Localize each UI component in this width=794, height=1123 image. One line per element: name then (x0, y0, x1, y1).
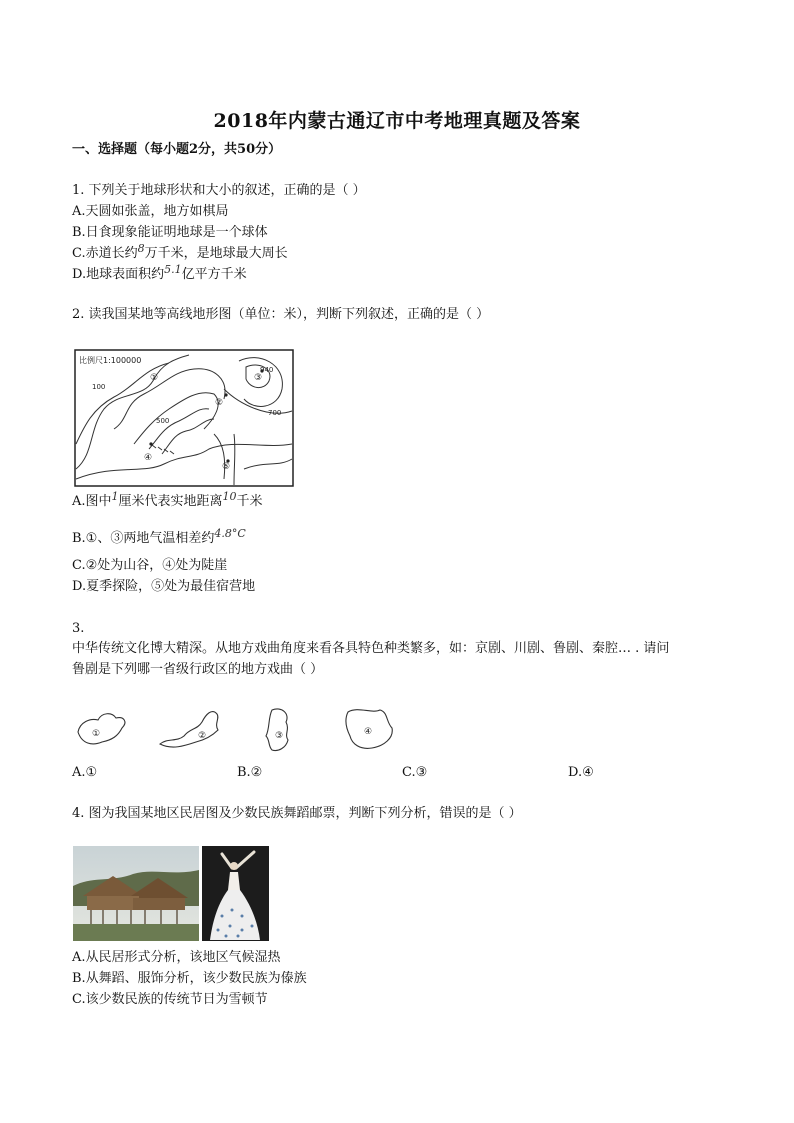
q2-b-number: 4.8°C (214, 527, 246, 540)
map-marker-5: ⑤ (222, 462, 231, 472)
dancer-stamp-photo (202, 846, 269, 941)
q2-option-a[interactable] (72, 490, 263, 511)
contour-label-500: 500 (156, 417, 170, 425)
q2-a-number1: 1 (111, 490, 119, 503)
q2-b-text-pre: B.①、③两地气温相差约 (72, 531, 215, 546)
page-title: 2018年内蒙古通辽市中考地理真题及答案 (213, 110, 581, 132)
dancer-body (228, 872, 240, 890)
map-point (149, 442, 152, 445)
map-marker-2: ② (215, 398, 224, 408)
contour-label-100: 100 (92, 383, 106, 391)
q1-c-number: 8 (137, 242, 145, 255)
q1-c-text-post: 万千米，是地球最大周长 (144, 246, 288, 261)
province-marker-3: ③ (275, 731, 284, 741)
q4-option-b[interactable]: B.从舞蹈、服饰分析，该少数民族为傣族 (72, 971, 307, 986)
q2-stem: 2. 读我国某地等高线地形图（单位：米），判断下列叙述，正确的是（ ） (72, 307, 490, 322)
q1-option-d[interactable] (72, 263, 247, 284)
q1-option-b[interactable]: B.日食现象能证明地球是一个球体 (72, 225, 268, 240)
province-outlines (72, 700, 432, 760)
q1-d-number: 5.1 (164, 263, 182, 276)
q3-option-a[interactable]: A.① (72, 765, 98, 780)
q2-option-c[interactable]: C.②处为山谷，④处为陡崖 (72, 558, 228, 573)
q1-d-text-pre: D.地球表面积约 (72, 267, 165, 282)
q1-stem: 1. 下列关于地球形状和大小的叙述，正确的是（ ） (72, 183, 366, 198)
contour-label-700: 700 (268, 409, 282, 417)
q4-option-a[interactable]: A.从民居形式分析，该地区气候湿热 (72, 950, 281, 965)
q4-stem: 4. 图为我国某地区民居图及少数民族舞蹈邮票，判断下列分析，错误的是（ ） (72, 806, 522, 821)
q3-number: 3. (72, 621, 85, 636)
q1-d-text-post: 亿平方千米 (181, 267, 247, 282)
q3-option-b[interactable]: B.② (237, 765, 263, 780)
q4-option-c[interactable]: C.该少数民族的传统节日为雪顿节 (72, 992, 268, 1007)
map-marker-1: ① (150, 373, 159, 383)
dancer-head (230, 862, 238, 870)
map-point (224, 393, 227, 396)
q3-stem-line2: 鲁剧是下列哪一省级行政区的地方戏曲（ ） (72, 662, 324, 677)
photo-house-wall (87, 896, 139, 910)
q2-a-text-post: 千米 (236, 494, 263, 509)
photo-ground (73, 924, 199, 941)
q3-option-c[interactable]: C.③ (402, 765, 428, 780)
province-outline-inner-mongolia (160, 712, 218, 747)
province-marker-4: ④ (364, 727, 373, 737)
q1-option-a[interactable]: A.天圆如张盖，地方如棋局 (72, 204, 229, 219)
province-outline-shandong (78, 714, 125, 744)
contour-map (74, 349, 294, 487)
q3-option-d[interactable]: D.④ (568, 765, 594, 780)
q2-option-d[interactable]: D.夏季探险，⑤处为最佳宿营地 (72, 579, 256, 594)
q1-c-text-pre: C.赤道长约 (72, 246, 138, 261)
province-outline-ningxia (266, 709, 288, 751)
province-marker-1: ① (92, 729, 101, 739)
q2-a-number2: 10 (222, 490, 237, 503)
q2-option-b[interactable] (72, 527, 246, 548)
q1-option-c[interactable] (72, 242, 288, 263)
stilt-house-photo (73, 846, 199, 941)
q2-a-text-mid: 厘米代表实地距离 (118, 494, 223, 509)
q3-stem-line1: 中华传统文化博大精深。从地方戏曲角度来看各具特色种类繁多，如：京剧、川剧、鲁剧、秦腔… . 请问 (72, 641, 670, 656)
contour-map-scale: 比例尺1:100000 (79, 356, 142, 365)
section-heading: 一、选择题（每小题2分，共50分） (72, 142, 282, 157)
contour-label-940: 940 (260, 366, 274, 374)
province-marker-2: ② (198, 731, 207, 741)
map-marker-3: ③ (254, 373, 263, 383)
map-marker-4: ④ (144, 453, 153, 463)
photo-house-wall (133, 898, 185, 910)
q2-a-text-pre: A.图中 (72, 494, 112, 509)
